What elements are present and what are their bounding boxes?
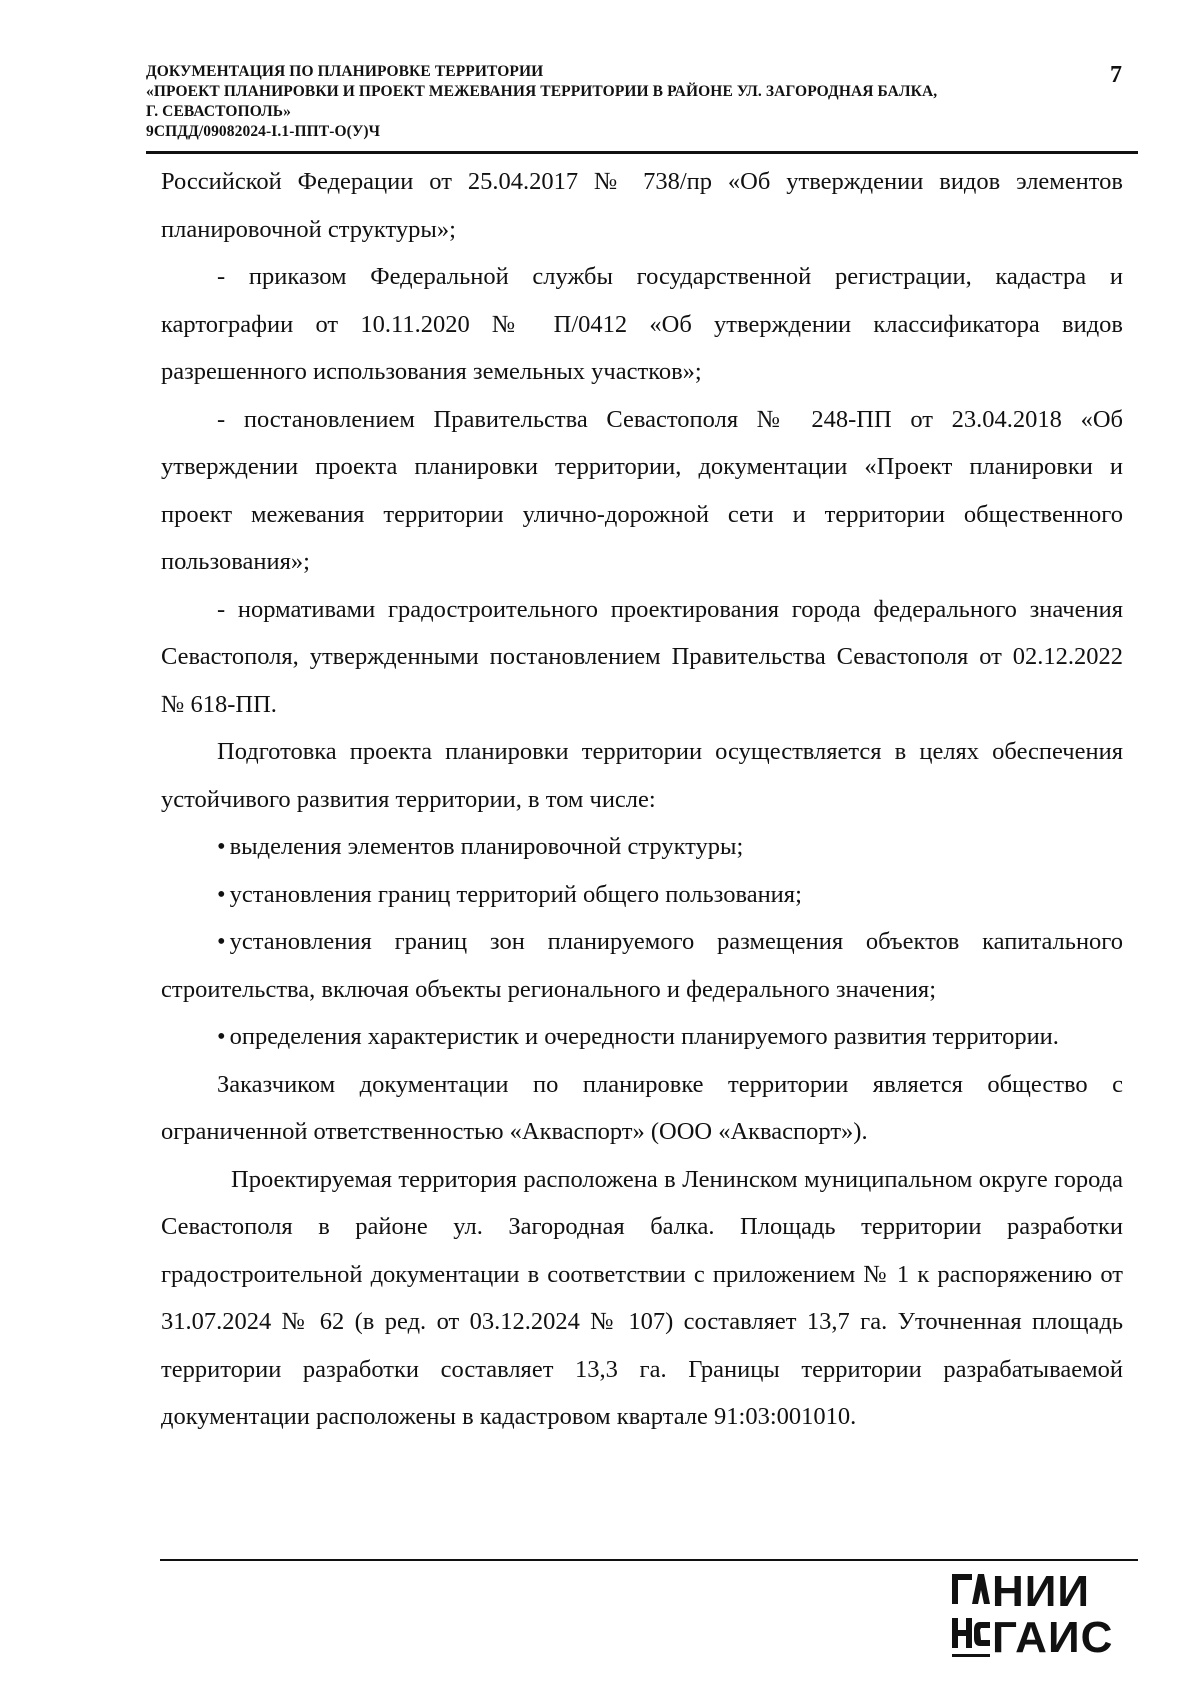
list-item-text: установления границ территорий общего пользования; [229, 880, 802, 908]
list-item [161, 823, 1123, 871]
paragraph-preparation-goals: Подготовка проекта планировки территории осуществляется в целях обеспечения устойчивого развития территории, в том числе: [161, 738, 1123, 813]
footer-divider [160, 1559, 1138, 1561]
paragraph-federation-order: Российской Федерации от 25.04.2017 № 738/пр «Об утверждении видов элементов планировочной структуры»; [161, 168, 1123, 243]
document-header [146, 62, 1046, 142]
header-line-2: «ПРОЕКТ ПЛАНИРОВКИ И ПРОЕКТ МЕЖЕВАНИЯ ТЕРРИТОРИИ В РАЙОНЕ УЛ. ЗАГОРОДНАЯ БАЛКА, [146, 83, 938, 100]
list-item [161, 1013, 1123, 1061]
bullet-icon [217, 1023, 230, 1050]
paragraph-territory-description: Проектируемая территория расположена в Ленинском муниципальном округе города Севастополя в районе ул. Загородная балка. Площадь территории разработки градостроительной документации в соответствии с приложением № 1 к распоряжению от 31.07.2024 № 62 (в ред. от 03.12.2024 № 107) составляет 13,7 га. Уточненная площадь территории разработки составляет 13,3 га. Границы территории разрабатываемой документации расположены в кадастровом квартале 91:03:001010. [161, 1165, 1123, 1430]
list-item-text: выделения элементов планировочной структуры; [229, 833, 744, 860]
paragraph-urban-standards: - нормативами градостроительного проектирования города федерального значения Севастополя, утвержденными постановлением Правительства Севастополя от 02.12.2022 № 618-ПП. [161, 595, 1123, 718]
logo-word-gais: ГАИС [992, 1613, 1114, 1662]
list-item-text: установления границ зон планируемого размещения объектов капитального строительства, включая объекты регионального и федерального значения; [161, 928, 1123, 1003]
header-line-1: ДОКУМЕНТАЦИЯ ПО ПЛАНИРОВКЕ ТЕРРИТОРИИ [146, 63, 544, 80]
bullet-icon [217, 881, 230, 908]
paragraph-customer: Заказчиком документации по планировке территории является общество с ограниченной ответственностью «Акваспорт» (ООО «Акваспорт»). [161, 1070, 1123, 1145]
header-line-4: 9СПДД/09082024-I.1-ППТ-О(У)Ч [146, 123, 381, 140]
bullet-icon [217, 928, 230, 955]
nii-gais-logo [950, 1564, 1130, 1674]
header-line-3: Г. СЕВАСТОПОЛЬ» [146, 103, 291, 120]
header-divider [146, 151, 1138, 154]
list-item [161, 918, 1123, 1013]
page-number: 7 [1110, 62, 1122, 88]
list-item-text: определения характеристик и очередности планируемого развития территории. [229, 1023, 1059, 1050]
body-text [161, 158, 1123, 1441]
paragraph-rosreestr-order: - приказом Федеральной службы государственной регистрации, кадастра и картографии от 10.11.2020 № П/0412 «Об утверждении классификатора видов разрешенного использования земельных участков»; [161, 263, 1123, 385]
list-item [161, 871, 1123, 919]
gais-logo-icon [950, 1564, 992, 1674]
logo-word-nii: НИИ [992, 1567, 1091, 1616]
paragraph-government-resolution: - постановлением Правительства Севастополя № 248-ПП от 23.04.2018 «Об утверждении проекта планировки территории, документации «Проект планировки и проект межевания территории улично-дорожной сети и территории общественного пользования»; [161, 405, 1123, 575]
bullet-icon [217, 833, 230, 860]
